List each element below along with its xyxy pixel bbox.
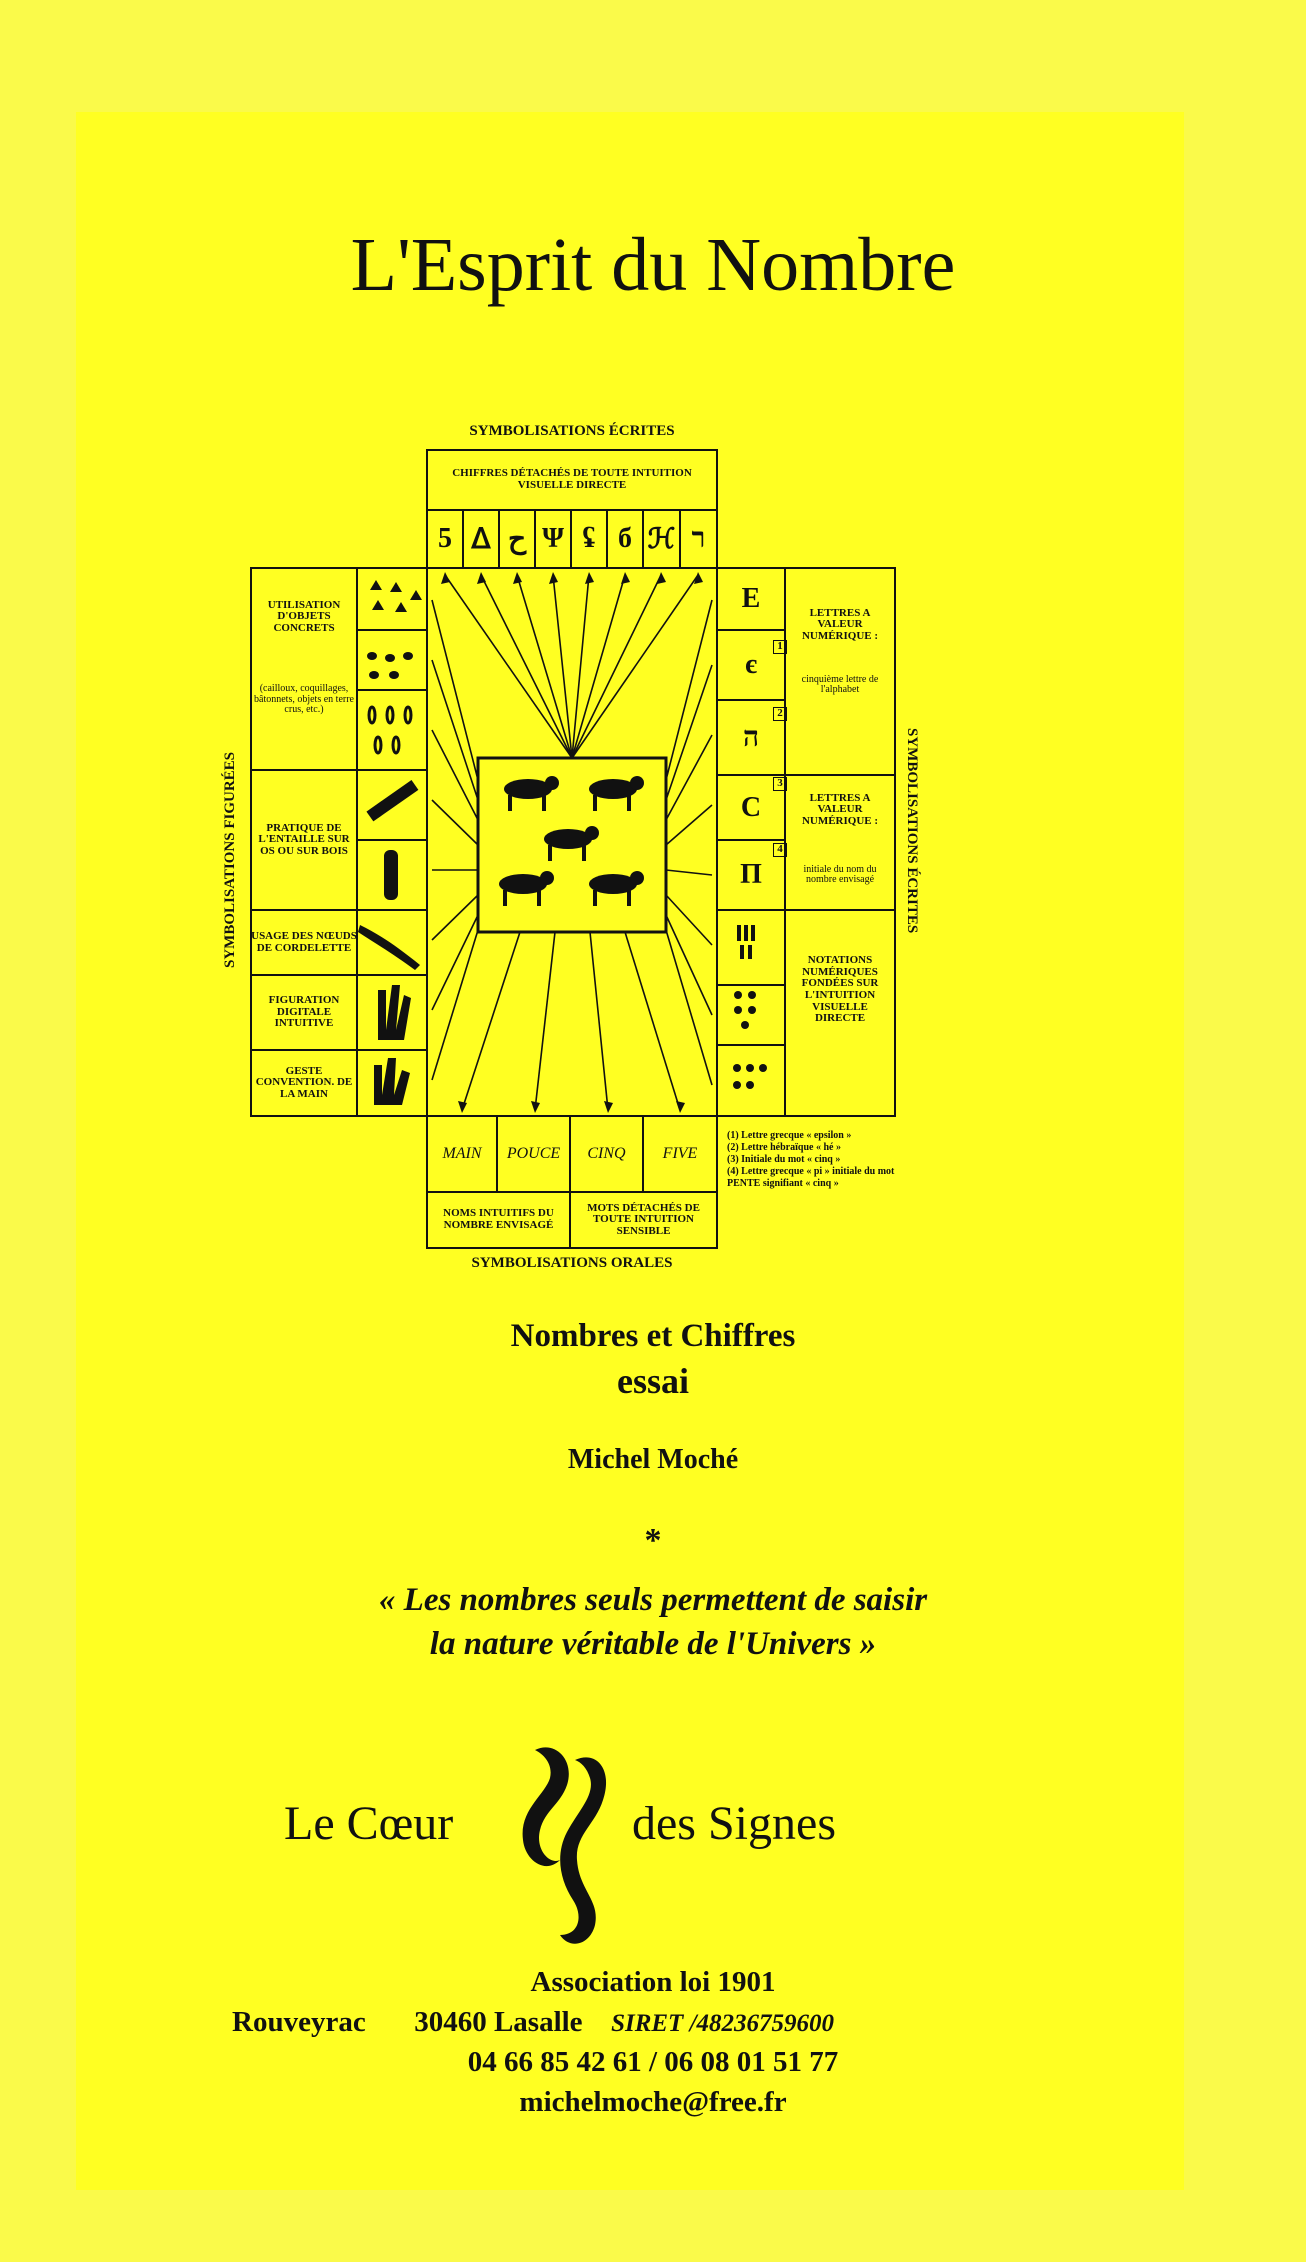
right-box-notations: NOTATIONS NUMÉRIQUES FONDÉES SUR L'INTUITION VISUELLE DIRECTE [801,954,879,1025]
subtitle: Nombres et Chiffres [510,1318,796,1354]
left-box-objects: UTILISATION D'OBJETS CONCRETS [267,598,341,634]
bottom-box-intuitive-names: NOMS INTUITIFS DU NOMBRE ENVISAGÉ [443,1207,554,1231]
word-cinq: CINQ [587,1145,626,1162]
right-box-letters-1: LETTRES A VALEUR NUMÉRIQUE : [801,606,879,642]
subtitle-essai: essai [617,1361,689,1401]
word-pouce: POUCE [506,1145,561,1162]
glyph-1: 5 [438,523,452,554]
letter-epsilon: E [741,583,761,614]
bottom-label: SYMBOLISATIONS ORALES [471,1255,673,1271]
left-box-objects-detail: (cailloux, coquillages, bâtonnets, objets en terre crus, etc.) [254,683,354,716]
address-zip: 30460 Lasalle [414,2006,583,2038]
footnote-4: (4) Lettre grecque « pi » initiale du mot PENTE signifiant « cinq » [727,1166,895,1189]
publisher-name-right: des Signes [632,1797,836,1850]
siret: SIRET /48236759600 [611,2010,835,2037]
phones: 04 66 85 42 61 / 06 08 01 51 77 [467,2046,839,2078]
word-five: FIVE [662,1145,698,1162]
glyph-6: б [618,523,632,554]
publisher-name-left: Le Cœur [284,1797,454,1850]
glyph-3: ح [507,524,527,555]
glyph-4: Ψ [542,523,564,554]
note-marker-1: 1 [773,640,787,654]
right-box-letters-1-detail: cinquième lettre de l'alphabet [801,673,879,695]
glyph-2: ᐃ [471,524,491,555]
word-main: MAIN [442,1145,482,1162]
top-box-label: CHIFFRES DÉTACHÉS DE TOUTE INTUITION VISUELLE DIRECTE [452,467,692,491]
footnote-1: (1) Lettre grecque « epsilon » [727,1130,852,1141]
author: Michel Moché [567,1444,739,1475]
email[interactable]: michelmoche@free.fr [519,2086,787,2118]
left-box-knots: USAGE DES NŒUDS DE CORDELETTE [251,929,357,954]
glyph-7: ℋ [647,524,676,555]
quote-line-2: la nature véritable de l'Univers » [429,1626,877,1662]
footnote-3: (3) Initiale du mot « cinq » [727,1154,841,1165]
right-box-letters-2-detail: initiale du nom du nombre envisagé [803,863,877,885]
address-line [232,2006,834,2039]
book-title: L'Esprit du Nombre [350,223,956,307]
letter-epsilon-lower: є [744,649,758,680]
left-vertical-label: SYMBOLISATIONS FIGURÉES [222,751,238,968]
right-box-letters-2: LETTRES A VALEUR NUMÉRIQUE : [801,791,879,827]
note-marker-2: 2 [773,707,787,721]
publisher-logo [0,1740,1306,1940]
association: Association loi 1901 [530,1966,776,1998]
left-box-notch: PRATIQUE DE L'ENTAILLE SUR OS OU SUR BOIS [258,821,350,857]
address-city: Rouveyrac [232,2006,366,2038]
footnote-2: (2) Lettre hébraïque « hé » [727,1142,841,1153]
note-marker-3: 3 [773,777,787,791]
bottom-box-detached-words: MOTS DÉTACHÉS DE TOUTE INTUITION SENSIBLE [587,1201,700,1237]
left-box-fingers: FIGURATION DIGITALE INTUITIVE [268,994,340,1030]
pebbles-icon [358,580,422,1105]
left-box-gesture: GESTE CONVENTION. DE LA MAIN [255,1064,353,1100]
quote-line-1: « Les nombres seuls permettent de saisir [378,1582,928,1618]
flame-logo-icon [505,1740,625,1950]
glyph-8: ר [691,523,706,554]
letter-he: ה [742,721,760,753]
letter-c: C [740,791,762,823]
tally-marks-icon [733,925,767,1089]
oxen-icon [499,776,644,906]
footnotes [727,1130,897,1190]
note-marker-4: 4 [773,843,787,857]
top-label: SYMBOLISATIONS ÉCRITES [469,423,675,439]
letter-pi: Π [740,859,762,890]
right-vertical-label: SYMBOLISATIONS ÉCRITES [904,728,920,934]
separator: * [644,1522,662,1559]
glyph-5: ʢ [582,523,596,554]
